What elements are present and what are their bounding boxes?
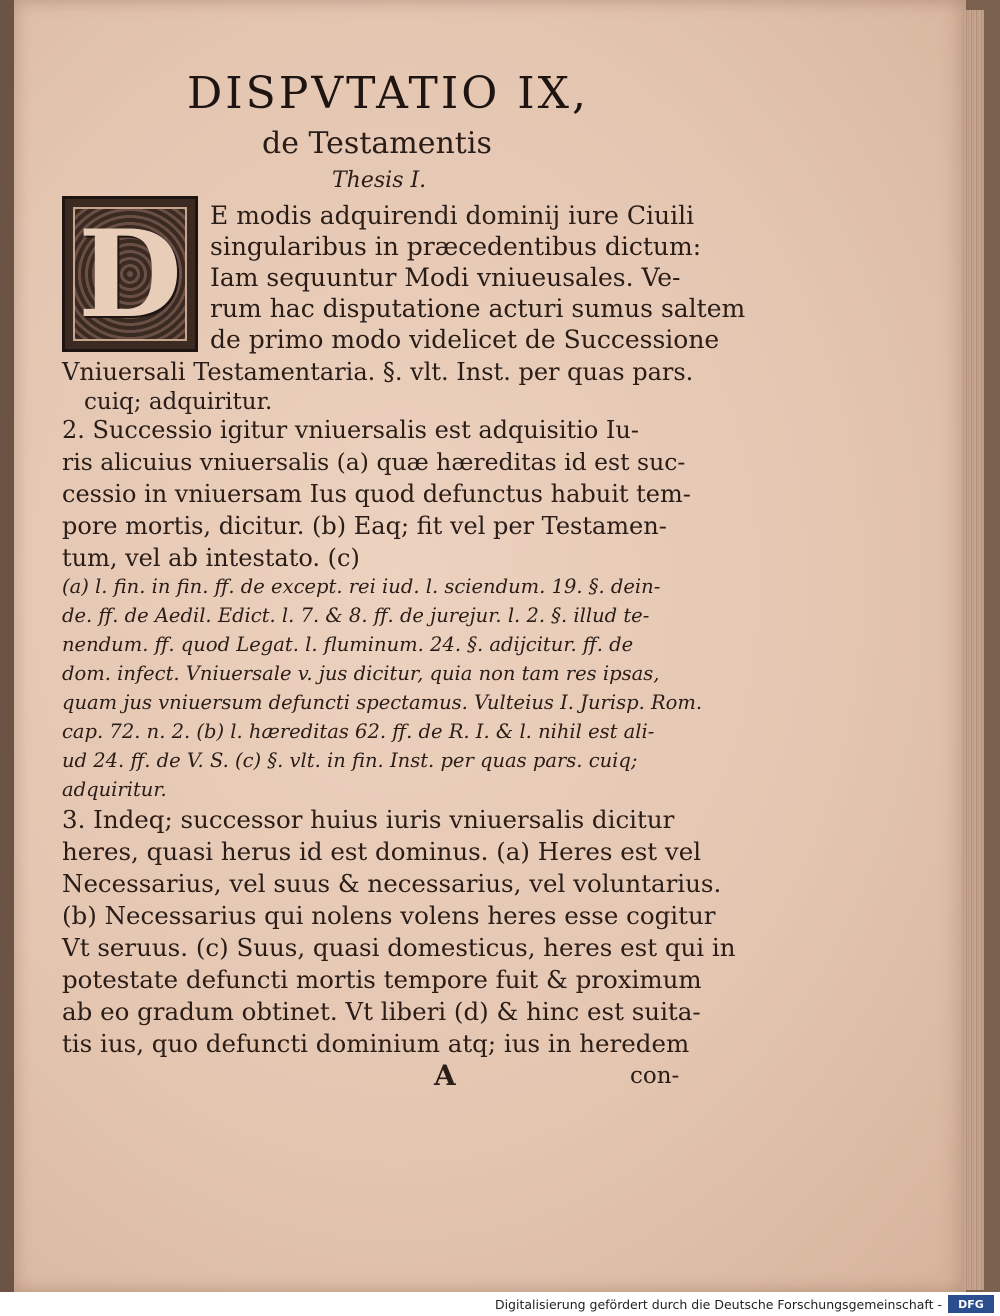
text-line: ris alicuius vniuersalis (a) quæ hæreditas id est suc- [62, 448, 686, 476]
thesis-label: Thesis I. [332, 168, 427, 193]
text-line: rum hac disputatione acturi sumus saltem [210, 294, 746, 323]
text-line: Vniuersali Testamentaria. §. vlt. Inst. per quas pars. [62, 358, 694, 386]
footnote-line: ud 24. ff. de V. S. (c) §. vlt. in fin. Inst. per quas pars. cuiq; [62, 749, 638, 772]
text-line: heres, quasi herus id est dominus. (a) Heres est vel [62, 837, 702, 866]
footnote-line: quam jus vniuersum defuncti spectamus. Vulteius I. Jurisp. Rom. [62, 691, 703, 714]
page-title: DISPVTATIO IX, [187, 68, 589, 119]
text-line: E modis adquirendi dominij iure Ciuili [210, 201, 695, 230]
text-line: potestate defuncti mortis tempore fuit & proximum [62, 965, 702, 994]
footer-credit: Digitalisierung gefördert durch die Deutsche Forschungsgemeinschaft - [494, 1297, 942, 1312]
initial-letter: D [77, 203, 183, 345]
signature-mark: A [434, 1059, 456, 1092]
dfg-logo: DFG [948, 1295, 994, 1313]
text-line: 2. Successio igitur vniuersalis est adquisitio Iu- [62, 416, 639, 444]
footnote-line: adquiritur. [62, 778, 167, 801]
text-line: ab eo gradum obtinet. Vt liberi (d) & hinc est suita- [62, 997, 701, 1026]
page-subtitle: de Testamentis [262, 126, 492, 161]
text-line: de primo modo videlicet de Successione [210, 325, 720, 354]
text-line: Vt seruus. (c) Suus, quasi domesticus, heres est qui in [62, 933, 736, 962]
text-line: Necessarius, vel suus & necessarius, vel voluntarius. [62, 869, 722, 898]
page-edges [962, 10, 984, 1290]
footnote-line: de. ff. de Aedil. Edict. l. 7. & 8. ff. de jurejur. l. 2. §. illud te- [62, 604, 650, 627]
text-line: (b) Necessarius qui nolens volens heres esse cogitur [62, 901, 716, 930]
decorated-initial [62, 196, 198, 352]
text-line: tis ius, quo defuncti dominium atq; ius in heredem [62, 1029, 690, 1058]
text-line: 3. Indeq; successor huius iuris vniuersalis dicitur [62, 805, 675, 834]
text-line: cessio in vniuersam Ius quod defunctus habuit tem- [62, 480, 691, 508]
text-line: tum, vel ab intestato. (c) [62, 544, 360, 572]
text-line: pore mortis, dicitur. (b) Eaq; fit vel per Testamen- [62, 512, 667, 540]
footer-bar [0, 1292, 1000, 1316]
footnote-line: cap. 72. n. 2. (b) l. hæreditas 62. ff. de R. I. & l. nihil est ali- [62, 720, 655, 743]
text-line: Iam sequuntur Modi vniueusales. Ve- [210, 263, 681, 292]
text-line: cuiq; adquiritur. [84, 389, 273, 415]
catchword: con- [630, 1063, 680, 1089]
footnote-line: (a) l. fin. in fin. ff. de except. rei iud. l. sciendum. 19. §. dein- [62, 575, 661, 598]
footnote-line: nendum. ff. quod Legat. l. fluminum. 24. §. adijcitur. ff. de [62, 633, 634, 656]
footnote-line: dom. infect. Vniuersale v. jus dicitur, quia non tam res ipsas, [62, 662, 660, 685]
text-line: singularibus in præcedentibus dictum: [210, 232, 702, 261]
